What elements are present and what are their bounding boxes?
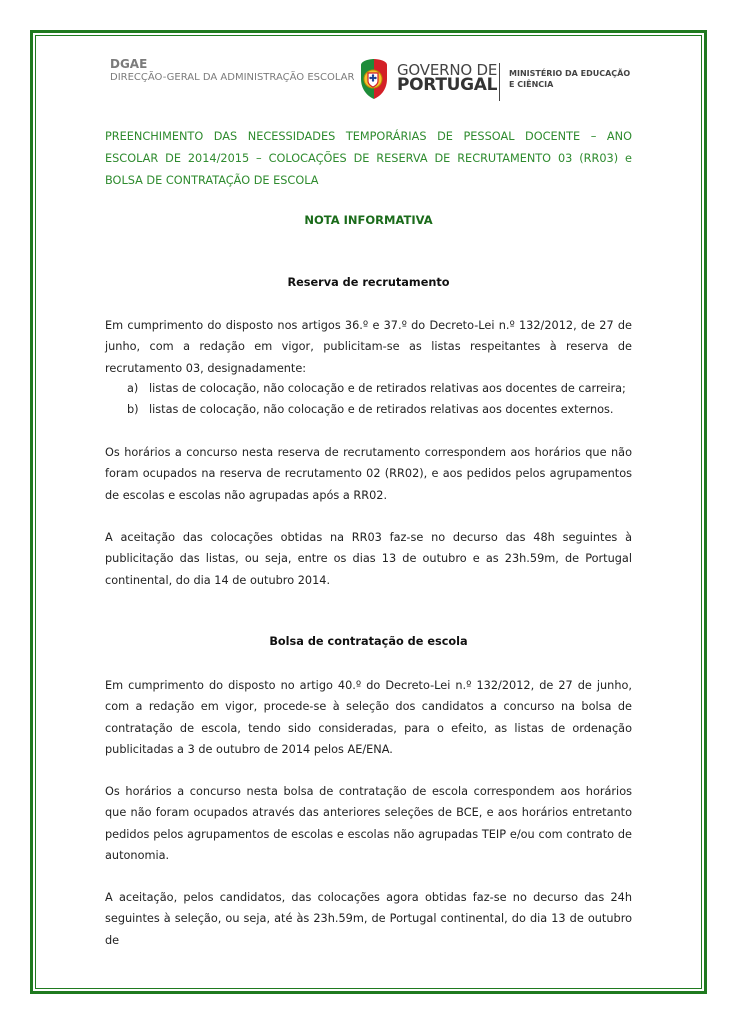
portugal-emblem-icon (357, 59, 391, 99)
list-marker: b) (127, 403, 139, 417)
org-acronym: DGAE (110, 57, 148, 71)
ministry-line-2: E CIÊNCIA (509, 80, 554, 89)
list-reserva (127, 378, 632, 421)
letterhead (110, 57, 630, 105)
section-title-bolsa: Bolsa de contratação de escola (269, 635, 468, 648)
document-heading: PREENCHIMENTO DAS NECESSIDADES TEMPORÁRIAS DE PESSOAL DOCENTE – ANO ESCOLAR DE 2014/2015 – COLOCAÇÕES DE RESERVA DE RECRUTAMENTO 03 (RR03) e BOLSA DE CONTRATAÇÃO DE ESCOLA (105, 130, 632, 187)
paragraph-bolsa-horarios: Os horários a concurso nesta bolsa de contratação de escola correspondem aos horários que não foram ocupados através das anteriores seleções de BCE, e aos horários entretanto pedidos pelos agrupamentos de escolas e escolas não agrupadas TEIP e/ou com contrato de autonomia. (105, 785, 632, 862)
paragraph-reserva-horarios: Os horários a concurso nesta reserva de recrutamento correspondem aos horários que não foram ocupados na reserva de recrutamento 02 (RR02), e aos pedidos pelos agrupamentos de escolas e escolas não agrupadas após a RR02. (105, 446, 632, 502)
government-line-2: PORTUGAL (397, 75, 498, 95)
list-item (127, 399, 632, 420)
header-divider (499, 63, 500, 101)
list-item (127, 378, 632, 399)
section-title-reserva: Reserva de recrutamento (287, 276, 450, 289)
nota-informativa-title: NOTA INFORMATIVA (304, 213, 433, 227)
org-name: DIRECÇÃO-GERAL DA ADMINISTRAÇÃO ESCOLAR (110, 72, 355, 83)
list-marker: a) (127, 382, 139, 395)
paragraph-reserva-intro: Em cumprimento do disposto nos artigos 36.º e 37.º do Decreto-Lei n.º 132/2012, de 27 de junho, com a redação em vigor, publicitam-se as listas respeitantes à reserva de recrutamento 03, designadamente: (105, 319, 632, 375)
paragraph-bolsa-intro: Em cumprimento do disposto no artigo 40.º do Decreto-Lei n.º 132/2012, de 27 de junho, com a redação em vigor, procede-se à seleção dos candidatos a concurso na bolsa de contratação de escola, tendo sido consideradas, para o efeito, as listas de ordenação publicitadas a 3 de outubro de 2014 pelos AE/ENA. (105, 679, 632, 756)
ministry-line-1: MINISTÉRIO DA EDUCAÇÃO (509, 69, 631, 78)
list-item-text: listas de colocação, não colocação e de retirados relativas aos docentes externos. (149, 403, 614, 417)
list-item-text: listas de colocação, não colocação e de retirados relativas aos docentes de carreira; (149, 382, 626, 395)
paragraph-reserva-aceitacao: A aceitação das colocações obtidas na RR03 faz-se no decurso das 48h seguintes à publicitação das listas, ou seja, entre os dias 13 de outubro e as 23h.59m, de Portugal continental, do dia 14 de outubro 2014. (105, 531, 632, 587)
paragraph-bolsa-aceitacao: A aceitação, pelos candidatos, das colocações agora obtidas faz-se no decurso das 24h seguintes à seleção, ou seja, até às 23h.59m, de Portugal continental, do dia 13 de outubro de (105, 891, 632, 947)
government-line-1: GOVERNO DE (397, 61, 498, 79)
